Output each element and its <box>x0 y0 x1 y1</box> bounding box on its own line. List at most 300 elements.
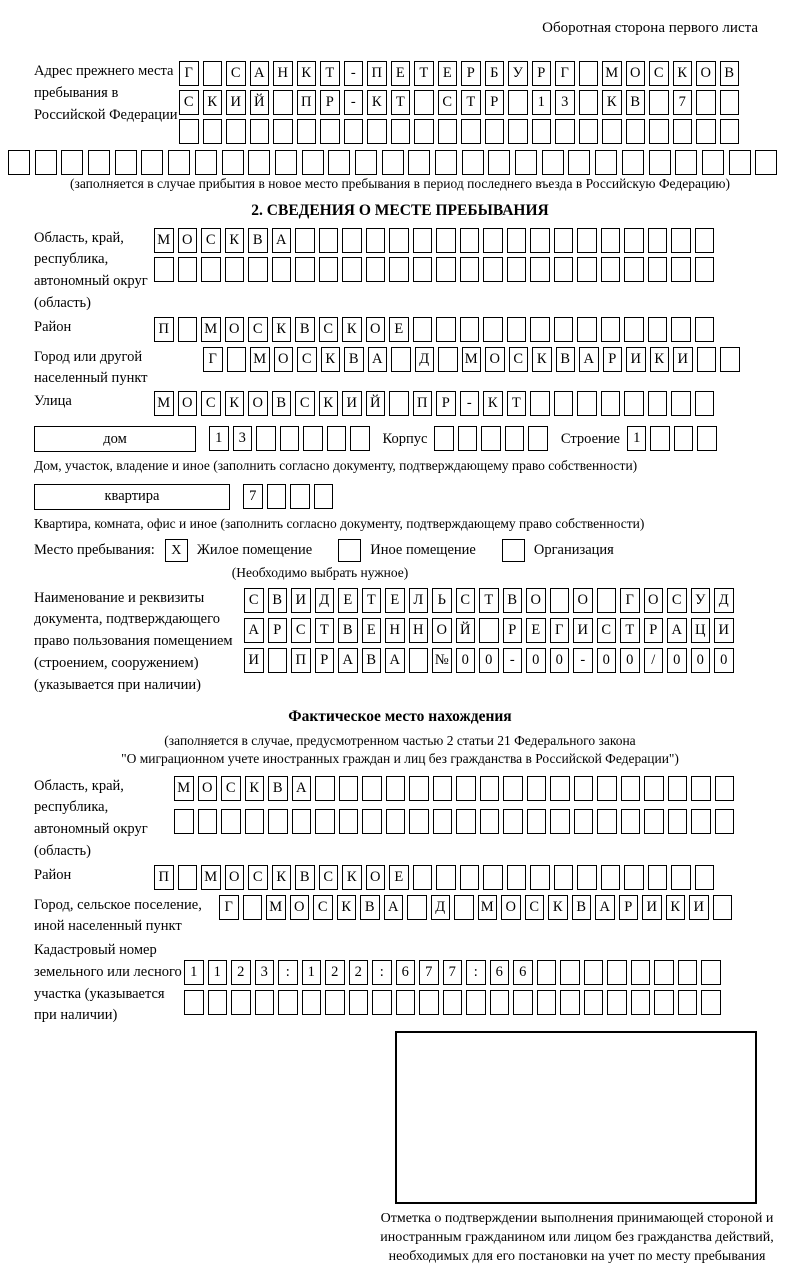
char-cell[interactable]: С <box>226 61 246 86</box>
char-cell[interactable] <box>671 317 691 342</box>
char-cell[interactable] <box>507 228 527 253</box>
char-cell[interactable] <box>460 228 480 253</box>
char-cell[interactable]: Т <box>414 61 434 86</box>
char-cell[interactable]: С <box>244 588 264 613</box>
char-cell[interactable] <box>673 119 693 144</box>
char-cell[interactable] <box>602 119 622 144</box>
char-cell[interactable]: М <box>478 895 498 920</box>
char-cell[interactable] <box>560 960 580 985</box>
char-cell[interactable] <box>624 865 644 890</box>
char-cell[interactable]: К <box>272 317 292 342</box>
char-cell[interactable]: П <box>291 648 311 673</box>
char-cell[interactable] <box>408 150 430 175</box>
char-cell[interactable] <box>184 990 204 1015</box>
char-cell[interactable] <box>668 809 688 834</box>
char-cell[interactable]: А <box>595 895 615 920</box>
char-cell[interactable] <box>178 317 198 342</box>
char-cell[interactable]: - <box>460 391 480 416</box>
char-cell[interactable] <box>515 150 537 175</box>
char-cell[interactable]: Т <box>461 90 481 115</box>
char-cell[interactable] <box>671 257 691 282</box>
char-cell[interactable]: 0 <box>620 648 640 673</box>
char-cell[interactable] <box>460 865 480 890</box>
char-cell[interactable]: 6 <box>396 960 416 985</box>
char-cell[interactable] <box>671 228 691 253</box>
char-cell[interactable]: С <box>201 228 221 253</box>
char-cell[interactable] <box>668 776 688 801</box>
char-cell[interactable] <box>654 990 674 1015</box>
char-cell[interactable]: А <box>579 347 599 372</box>
char-cell[interactable] <box>554 865 574 890</box>
char-cell[interactable]: В <box>362 648 382 673</box>
char-cell[interactable] <box>507 865 527 890</box>
char-cell[interactable] <box>550 588 570 613</box>
char-cell[interactable] <box>649 90 669 115</box>
char-cell[interactable] <box>443 990 463 1015</box>
char-cell[interactable] <box>513 990 533 1015</box>
char-cell[interactable]: 6 <box>490 960 510 985</box>
char-cell[interactable] <box>243 895 263 920</box>
char-cell[interactable] <box>577 317 597 342</box>
char-cell[interactable] <box>278 990 298 1015</box>
char-cell[interactable]: И <box>642 895 662 920</box>
char-cell[interactable]: С <box>248 317 268 342</box>
char-cell[interactable]: / <box>644 648 664 673</box>
char-cell[interactable] <box>560 990 580 1015</box>
char-cell[interactable] <box>141 150 163 175</box>
char-cell[interactable] <box>507 257 527 282</box>
char-cell[interactable] <box>436 257 456 282</box>
char-cell[interactable] <box>621 809 641 834</box>
char-cell[interactable] <box>272 257 292 282</box>
char-cell[interactable] <box>178 257 198 282</box>
char-cell[interactable] <box>601 317 621 342</box>
char-cell[interactable] <box>479 618 499 643</box>
char-cell[interactable] <box>671 865 691 890</box>
char-cell[interactable]: К <box>666 895 686 920</box>
char-cell[interactable] <box>508 119 528 144</box>
char-cell[interactable] <box>695 257 715 282</box>
char-cell[interactable] <box>201 257 221 282</box>
char-cell[interactable] <box>268 809 288 834</box>
char-cell[interactable]: К <box>225 391 245 416</box>
char-cell[interactable]: В <box>344 347 364 372</box>
char-cell[interactable] <box>480 776 500 801</box>
char-cell[interactable] <box>577 391 597 416</box>
char-cell[interactable] <box>537 960 557 985</box>
char-cell[interactable]: В <box>556 347 576 372</box>
char-cell[interactable] <box>225 257 245 282</box>
char-cell[interactable]: С <box>649 61 669 86</box>
char-cell[interactable]: 7 <box>419 960 439 985</box>
char-cell[interactable]: Н <box>273 61 293 86</box>
char-cell[interactable]: К <box>483 391 503 416</box>
char-cell[interactable] <box>362 776 382 801</box>
char-cell[interactable]: 3 <box>233 426 253 451</box>
char-cell[interactable] <box>697 426 717 451</box>
char-cell[interactable]: Г <box>550 618 570 643</box>
char-cell[interactable] <box>372 990 392 1015</box>
char-cell[interactable] <box>245 809 265 834</box>
char-cell[interactable] <box>577 228 597 253</box>
char-cell[interactable] <box>325 990 345 1015</box>
char-cell[interactable]: А <box>244 618 264 643</box>
char-cell[interactable] <box>554 257 574 282</box>
char-cell[interactable] <box>275 150 297 175</box>
char-cell[interactable]: 0 <box>479 648 499 673</box>
char-cell[interactable] <box>409 776 429 801</box>
char-cell[interactable] <box>248 257 268 282</box>
char-cell[interactable]: 2 <box>349 960 369 985</box>
char-cell[interactable] <box>248 150 270 175</box>
char-cell[interactable]: О <box>366 865 386 890</box>
char-cell[interactable]: 1 <box>302 960 322 985</box>
char-cell[interactable]: О <box>573 588 593 613</box>
char-cell[interactable]: В <box>272 391 292 416</box>
char-cell[interactable] <box>389 391 409 416</box>
char-cell[interactable] <box>303 426 323 451</box>
char-cell[interactable] <box>597 776 617 801</box>
char-cell[interactable]: 3 <box>255 960 275 985</box>
apartment-type-box[interactable] <box>34 484 230 510</box>
char-cell[interactable] <box>413 228 433 253</box>
char-cell[interactable] <box>624 257 644 282</box>
char-cell[interactable] <box>537 990 557 1015</box>
char-cell[interactable]: В <box>268 588 288 613</box>
char-cell[interactable] <box>319 257 339 282</box>
char-cell[interactable]: М <box>250 347 270 372</box>
char-cell[interactable]: И <box>626 347 646 372</box>
char-cell[interactable] <box>339 809 359 834</box>
other-premises-checkbox[interactable] <box>338 539 361 562</box>
char-cell[interactable]: К <box>673 61 693 86</box>
char-cell[interactable] <box>413 257 433 282</box>
char-cell[interactable]: В <box>295 317 315 342</box>
char-cell[interactable] <box>480 809 500 834</box>
char-cell[interactable]: О <box>432 618 452 643</box>
char-cell[interactable]: Е <box>389 317 409 342</box>
char-cell[interactable] <box>530 391 550 416</box>
char-cell[interactable] <box>648 317 668 342</box>
char-cell[interactable] <box>542 150 564 175</box>
char-cell[interactable]: 0 <box>456 648 476 673</box>
char-cell[interactable] <box>574 809 594 834</box>
char-cell[interactable]: И <box>573 618 593 643</box>
char-cell[interactable] <box>460 257 480 282</box>
char-cell[interactable] <box>462 150 484 175</box>
char-cell[interactable]: 1 <box>209 426 229 451</box>
char-cell[interactable]: О <box>644 588 664 613</box>
char-cell[interactable]: И <box>342 391 362 416</box>
char-cell[interactable] <box>174 809 194 834</box>
char-cell[interactable]: Л <box>409 588 429 613</box>
char-cell[interactable] <box>35 150 57 175</box>
char-cell[interactable]: К <box>225 228 245 253</box>
char-cell[interactable] <box>386 776 406 801</box>
char-cell[interactable]: М <box>201 317 221 342</box>
char-cell[interactable] <box>530 228 550 253</box>
char-cell[interactable] <box>433 776 453 801</box>
char-cell[interactable]: М <box>462 347 482 372</box>
char-cell[interactable] <box>729 150 751 175</box>
char-cell[interactable]: У <box>691 588 711 613</box>
char-cell[interactable] <box>382 150 404 175</box>
char-cell[interactable]: О <box>198 776 218 801</box>
char-cell[interactable]: 1 <box>208 960 228 985</box>
char-cell[interactable] <box>720 119 740 144</box>
char-cell[interactable]: Ц <box>691 618 711 643</box>
char-cell[interactable] <box>319 228 339 253</box>
char-cell[interactable] <box>349 990 369 1015</box>
char-cell[interactable]: - <box>573 648 593 673</box>
char-cell[interactable] <box>622 150 644 175</box>
char-cell[interactable]: Т <box>320 61 340 86</box>
char-cell[interactable] <box>203 119 223 144</box>
char-cell[interactable] <box>695 391 715 416</box>
char-cell[interactable] <box>631 990 651 1015</box>
char-cell[interactable]: И <box>244 648 264 673</box>
char-cell[interactable] <box>702 150 724 175</box>
char-cell[interactable] <box>227 347 247 372</box>
char-cell[interactable] <box>221 809 241 834</box>
char-cell[interactable]: 7 <box>443 960 463 985</box>
char-cell[interactable] <box>715 809 735 834</box>
char-cell[interactable] <box>691 776 711 801</box>
char-cell[interactable] <box>584 960 604 985</box>
char-cell[interactable]: П <box>413 391 433 416</box>
char-cell[interactable]: К <box>650 347 670 372</box>
char-cell[interactable] <box>644 776 664 801</box>
char-cell[interactable]: С <box>456 588 476 613</box>
char-cell[interactable]: О <box>526 588 546 613</box>
char-cell[interactable]: 3 <box>555 90 575 115</box>
char-cell[interactable]: Р <box>603 347 623 372</box>
char-cell[interactable] <box>366 228 386 253</box>
char-cell[interactable] <box>601 228 621 253</box>
char-cell[interactable]: К <box>602 90 622 115</box>
char-cell[interactable]: А <box>385 648 405 673</box>
char-cell[interactable]: К <box>321 347 341 372</box>
char-cell[interactable]: С <box>667 588 687 613</box>
char-cell[interactable]: Ь <box>432 588 452 613</box>
char-cell[interactable] <box>697 347 717 372</box>
char-cell[interactable] <box>696 119 716 144</box>
char-cell[interactable]: Е <box>389 865 409 890</box>
char-cell[interactable]: : <box>372 960 392 985</box>
char-cell[interactable]: С <box>438 90 458 115</box>
char-cell[interactable]: Г <box>179 61 199 86</box>
char-cell[interactable] <box>342 228 362 253</box>
char-cell[interactable] <box>696 90 716 115</box>
char-cell[interactable] <box>507 317 527 342</box>
char-cell[interactable] <box>577 257 597 282</box>
char-cell[interactable]: Н <box>409 618 429 643</box>
char-cell[interactable] <box>154 257 174 282</box>
char-cell[interactable] <box>231 990 251 1015</box>
char-cell[interactable] <box>530 865 550 890</box>
char-cell[interactable]: Г <box>219 895 239 920</box>
char-cell[interactable]: П <box>367 61 387 86</box>
char-cell[interactable] <box>413 865 433 890</box>
char-cell[interactable]: В <box>360 895 380 920</box>
char-cell[interactable] <box>650 426 670 451</box>
char-cell[interactable] <box>355 150 377 175</box>
char-cell[interactable] <box>320 119 340 144</box>
char-cell[interactable] <box>226 119 246 144</box>
char-cell[interactable] <box>456 809 476 834</box>
char-cell[interactable]: С <box>221 776 241 801</box>
char-cell[interactable] <box>386 809 406 834</box>
char-cell[interactable] <box>621 776 641 801</box>
char-cell[interactable] <box>290 484 310 509</box>
char-cell[interactable]: : <box>466 960 486 985</box>
char-cell[interactable]: А <box>384 895 404 920</box>
char-cell[interactable] <box>527 776 547 801</box>
char-cell[interactable]: М <box>266 895 286 920</box>
char-cell[interactable]: С <box>319 865 339 890</box>
char-cell[interactable]: И <box>291 588 311 613</box>
char-cell[interactable]: В <box>572 895 592 920</box>
char-cell[interactable] <box>460 317 480 342</box>
char-cell[interactable]: С <box>248 865 268 890</box>
char-cell[interactable]: Д <box>714 588 734 613</box>
char-cell[interactable]: К <box>245 776 265 801</box>
char-cell[interactable] <box>720 347 740 372</box>
char-cell[interactable]: О <box>225 317 245 342</box>
char-cell[interactable]: В <box>720 61 740 86</box>
char-cell[interactable]: Д <box>415 347 435 372</box>
char-cell[interactable] <box>555 119 575 144</box>
char-cell[interactable]: 7 <box>673 90 693 115</box>
char-cell[interactable]: Е <box>391 61 411 86</box>
char-cell[interactable] <box>554 391 574 416</box>
char-cell[interactable] <box>691 809 711 834</box>
char-cell[interactable] <box>456 776 476 801</box>
char-cell[interactable]: У <box>508 61 528 86</box>
char-cell[interactable]: Д <box>315 588 335 613</box>
char-cell[interactable]: С <box>525 895 545 920</box>
char-cell[interactable] <box>396 990 416 1015</box>
char-cell[interactable] <box>414 119 434 144</box>
char-cell[interactable]: Р <box>315 648 335 673</box>
char-cell[interactable] <box>601 391 621 416</box>
char-cell[interactable]: Е <box>385 588 405 613</box>
char-cell[interactable] <box>458 426 478 451</box>
char-cell[interactable]: О <box>178 228 198 253</box>
char-cell[interactable]: И <box>714 618 734 643</box>
char-cell[interactable]: Т <box>507 391 527 416</box>
char-cell[interactable] <box>198 809 218 834</box>
char-cell[interactable] <box>713 895 733 920</box>
char-cell[interactable]: Т <box>479 588 499 613</box>
char-cell[interactable] <box>273 90 293 115</box>
char-cell[interactable] <box>755 150 777 175</box>
char-cell[interactable]: С <box>291 618 311 643</box>
char-cell[interactable] <box>461 119 481 144</box>
char-cell[interactable]: : <box>278 960 298 985</box>
char-cell[interactable] <box>414 90 434 115</box>
char-cell[interactable] <box>607 990 627 1015</box>
char-cell[interactable] <box>409 809 429 834</box>
char-cell[interactable] <box>503 809 523 834</box>
char-cell[interactable] <box>302 990 322 1015</box>
char-cell[interactable]: 1 <box>627 426 647 451</box>
char-cell[interactable] <box>203 61 223 86</box>
char-cell[interactable] <box>695 865 715 890</box>
char-cell[interactable] <box>391 119 411 144</box>
char-cell[interactable] <box>314 484 334 509</box>
char-cell[interactable] <box>268 648 288 673</box>
char-cell[interactable]: К <box>337 895 357 920</box>
char-cell[interactable]: Р <box>532 61 552 86</box>
char-cell[interactable] <box>554 317 574 342</box>
char-cell[interactable]: Р <box>320 90 340 115</box>
char-cell[interactable] <box>648 391 668 416</box>
char-cell[interactable]: Е <box>526 618 546 643</box>
char-cell[interactable] <box>678 990 698 1015</box>
char-cell[interactable]: М <box>154 228 174 253</box>
char-cell[interactable] <box>597 588 617 613</box>
char-cell[interactable]: В <box>268 776 288 801</box>
char-cell[interactable] <box>295 257 315 282</box>
char-cell[interactable] <box>436 317 456 342</box>
char-cell[interactable] <box>409 648 429 673</box>
char-cell[interactable]: С <box>313 895 333 920</box>
char-cell[interactable] <box>267 484 287 509</box>
char-cell[interactable] <box>339 776 359 801</box>
char-cell[interactable]: - <box>344 90 364 115</box>
char-cell[interactable] <box>485 119 505 144</box>
char-cell[interactable] <box>483 257 503 282</box>
char-cell[interactable] <box>435 150 457 175</box>
char-cell[interactable]: К <box>548 895 568 920</box>
char-cell[interactable]: Р <box>268 618 288 643</box>
char-cell[interactable] <box>695 228 715 253</box>
char-cell[interactable] <box>648 228 668 253</box>
char-cell[interactable]: К <box>297 61 317 86</box>
char-cell[interactable]: М <box>154 391 174 416</box>
char-cell[interactable]: 0 <box>526 648 546 673</box>
char-cell[interactable] <box>675 150 697 175</box>
char-cell[interactable]: О <box>696 61 716 86</box>
char-cell[interactable] <box>433 809 453 834</box>
char-cell[interactable] <box>342 257 362 282</box>
char-cell[interactable]: 2 <box>325 960 345 985</box>
char-cell[interactable] <box>695 317 715 342</box>
char-cell[interactable] <box>607 960 627 985</box>
char-cell[interactable] <box>648 257 668 282</box>
char-cell[interactable]: 0 <box>550 648 570 673</box>
char-cell[interactable]: М <box>602 61 622 86</box>
char-cell[interactable]: К <box>203 90 223 115</box>
char-cell[interactable] <box>61 150 83 175</box>
char-cell[interactable]: А <box>338 648 358 673</box>
char-cell[interactable] <box>577 865 597 890</box>
char-cell[interactable]: И <box>226 90 246 115</box>
char-cell[interactable]: 1 <box>184 960 204 985</box>
char-cell[interactable]: С <box>597 618 617 643</box>
char-cell[interactable]: О <box>178 391 198 416</box>
char-cell[interactable] <box>530 257 550 282</box>
char-cell[interactable] <box>195 150 217 175</box>
char-cell[interactable]: К <box>342 317 362 342</box>
char-cell[interactable] <box>508 90 528 115</box>
char-cell[interactable]: С <box>319 317 339 342</box>
char-cell[interactable] <box>483 865 503 890</box>
char-cell[interactable] <box>649 150 671 175</box>
char-cell[interactable] <box>579 61 599 86</box>
char-cell[interactable] <box>256 426 276 451</box>
